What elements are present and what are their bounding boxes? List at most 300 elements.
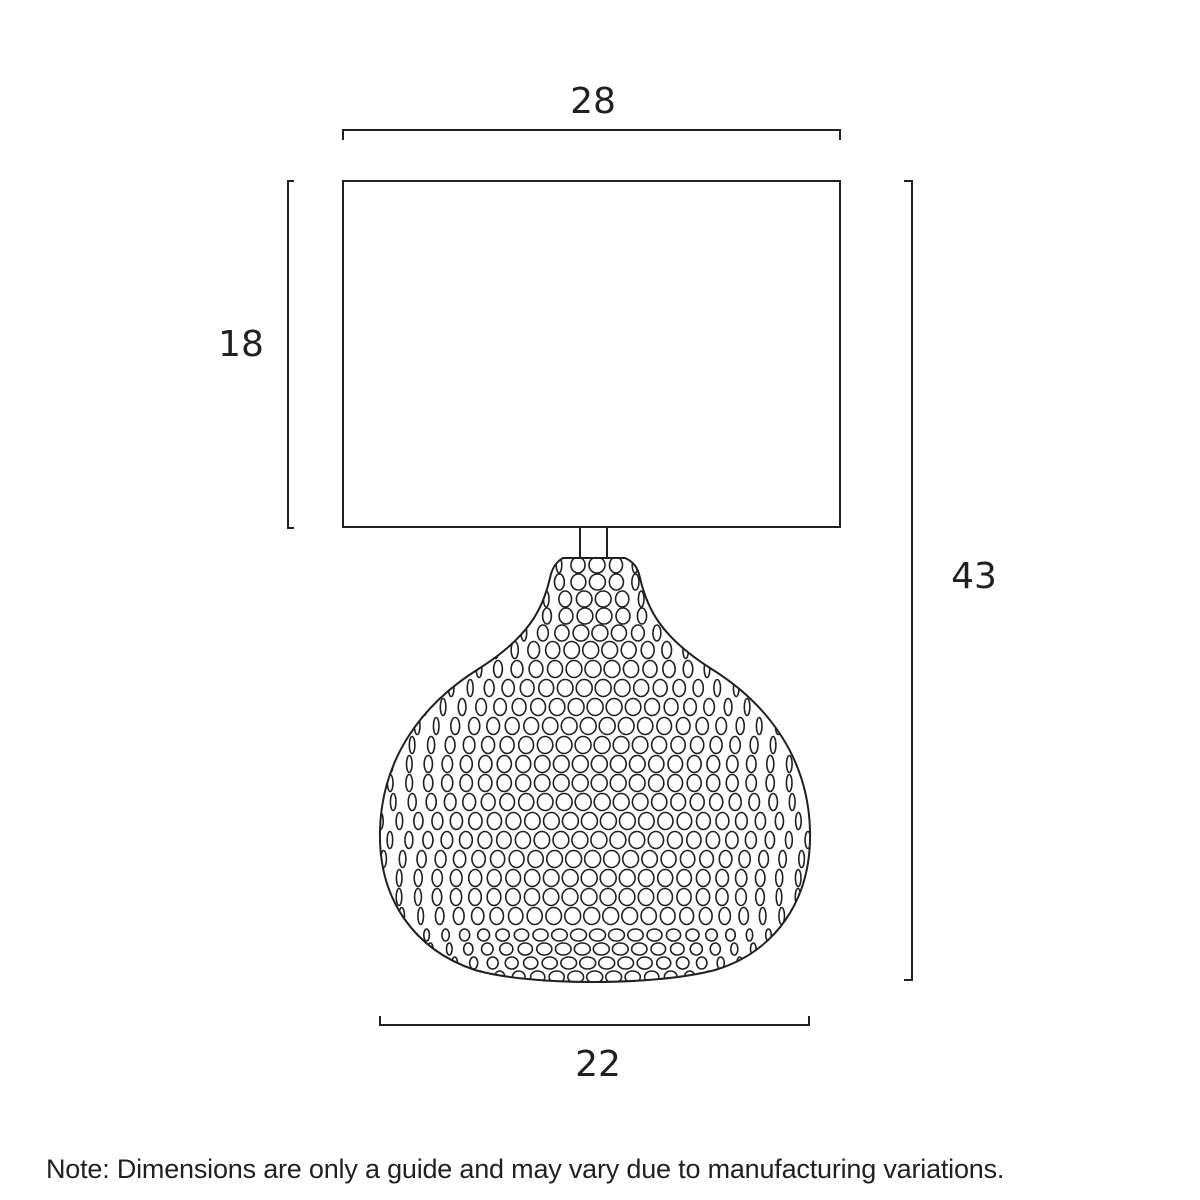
base-dot bbox=[676, 957, 689, 969]
base-dot bbox=[424, 756, 432, 773]
base-dot bbox=[506, 813, 521, 830]
base-dot bbox=[779, 908, 785, 925]
base-dot bbox=[775, 813, 783, 830]
base-dot bbox=[534, 832, 550, 849]
base-dot bbox=[453, 851, 465, 868]
base-dot bbox=[716, 813, 729, 830]
base-dot bbox=[537, 625, 548, 641]
base-dot bbox=[479, 756, 492, 773]
base-dot bbox=[599, 957, 615, 969]
base-dot bbox=[638, 870, 654, 887]
base-dot bbox=[671, 794, 686, 811]
base-dot bbox=[668, 775, 683, 792]
base-dot bbox=[725, 971, 731, 983]
base-dot bbox=[663, 661, 675, 678]
base-dot bbox=[390, 794, 396, 811]
base-dot bbox=[776, 889, 782, 906]
base-dot bbox=[710, 943, 720, 955]
base-dot bbox=[418, 908, 424, 925]
base-dot bbox=[824, 832, 830, 849]
base-dot bbox=[435, 851, 446, 868]
base-dot bbox=[696, 813, 710, 830]
base-width-bracket bbox=[380, 1016, 809, 1025]
base-dot bbox=[511, 642, 518, 659]
base-dot bbox=[500, 943, 513, 955]
base-dot bbox=[583, 642, 599, 659]
base-dot bbox=[472, 851, 485, 868]
base-dot bbox=[805, 775, 811, 792]
base-dot bbox=[535, 756, 550, 773]
base-dot bbox=[359, 813, 365, 830]
base-dot bbox=[377, 889, 383, 906]
base-dot bbox=[585, 661, 601, 678]
base-dot bbox=[435, 908, 444, 925]
base-dot bbox=[525, 870, 540, 887]
base-dot bbox=[604, 661, 620, 678]
base-dot bbox=[556, 737, 572, 754]
base-dot bbox=[612, 943, 628, 955]
base-dot bbox=[755, 870, 765, 887]
base-dot bbox=[484, 680, 494, 697]
base-dot bbox=[653, 680, 667, 697]
base-dot bbox=[716, 870, 729, 887]
base-dot bbox=[575, 794, 591, 811]
base-dot bbox=[559, 608, 573, 624]
base-dot bbox=[643, 661, 657, 678]
base-dot bbox=[511, 661, 523, 678]
base-dot bbox=[639, 813, 655, 830]
base-dot bbox=[505, 718, 519, 735]
base-dot bbox=[587, 699, 603, 716]
lamp-stem bbox=[580, 527, 607, 558]
base-dot bbox=[747, 756, 757, 773]
base-dot bbox=[704, 699, 715, 716]
base-dot bbox=[557, 680, 573, 697]
base-dot bbox=[657, 718, 672, 735]
base-dot bbox=[676, 718, 690, 735]
base-dot bbox=[506, 889, 521, 906]
base-dot bbox=[687, 756, 701, 773]
base-dot bbox=[632, 574, 639, 590]
base-dot bbox=[585, 851, 601, 868]
base-dot bbox=[602, 642, 618, 659]
base-dot bbox=[680, 908, 694, 925]
base-dot bbox=[368, 775, 374, 792]
base-dot bbox=[524, 591, 530, 607]
base-dot bbox=[697, 957, 707, 969]
base-dot bbox=[700, 851, 714, 868]
base-dot bbox=[594, 794, 610, 811]
base-dot bbox=[714, 680, 721, 697]
base-dot bbox=[696, 718, 708, 735]
base-dot bbox=[652, 794, 667, 811]
base-dot bbox=[470, 957, 478, 969]
base-dot bbox=[667, 832, 682, 849]
base-dot bbox=[651, 943, 666, 955]
base-dot bbox=[611, 625, 626, 641]
base-dot bbox=[707, 775, 720, 792]
base-dot bbox=[525, 813, 540, 830]
base-dot bbox=[719, 908, 730, 925]
base-dot bbox=[469, 889, 482, 906]
base-dot bbox=[463, 794, 476, 811]
base-dot bbox=[613, 794, 629, 811]
base-dot bbox=[648, 832, 663, 849]
base-dot bbox=[649, 775, 664, 792]
base-dot bbox=[464, 943, 473, 955]
base-dot bbox=[687, 775, 701, 792]
base-dot bbox=[610, 756, 626, 773]
base-dot bbox=[693, 680, 703, 697]
base-dot bbox=[432, 870, 442, 887]
base-dot bbox=[600, 870, 616, 887]
base-dot bbox=[766, 775, 774, 792]
base-dot bbox=[613, 737, 629, 754]
base-dot bbox=[518, 943, 532, 955]
base-dot bbox=[487, 813, 501, 830]
base-dot bbox=[524, 718, 539, 735]
base-dot bbox=[737, 957, 743, 969]
base-dot bbox=[619, 813, 635, 830]
base-dot bbox=[616, 608, 630, 624]
base-dot bbox=[652, 737, 667, 754]
base-dot bbox=[442, 756, 452, 773]
base-dot bbox=[497, 832, 511, 849]
base-dot bbox=[469, 813, 482, 830]
base-dot bbox=[623, 661, 638, 678]
base-dot bbox=[707, 756, 720, 773]
shade-width-bracket bbox=[343, 130, 840, 140]
base-dot bbox=[476, 699, 487, 716]
base-dot bbox=[487, 718, 500, 735]
base-dot bbox=[534, 775, 549, 792]
base-dot bbox=[787, 756, 793, 773]
total-height-bracket bbox=[904, 181, 912, 980]
base-dot bbox=[657, 957, 671, 969]
base-dot bbox=[450, 889, 461, 906]
base-dot bbox=[547, 661, 562, 678]
base-dot bbox=[591, 775, 607, 792]
base-dot bbox=[552, 929, 568, 941]
base-dot bbox=[629, 775, 645, 792]
base-dot bbox=[666, 929, 680, 941]
base-dot bbox=[529, 661, 543, 678]
base-dot bbox=[680, 851, 694, 868]
base-dot bbox=[487, 870, 501, 887]
base-dot bbox=[716, 889, 728, 906]
base-dot bbox=[514, 929, 528, 941]
base-dot bbox=[572, 775, 588, 792]
base-dot bbox=[572, 832, 588, 849]
base-dot bbox=[592, 625, 608, 641]
base-dot bbox=[362, 851, 368, 868]
base-dot bbox=[424, 929, 430, 941]
base-dot bbox=[645, 699, 660, 716]
base-dot bbox=[593, 943, 609, 955]
base-dot bbox=[610, 557, 623, 573]
base-dot bbox=[683, 661, 693, 678]
base-dot bbox=[808, 794, 814, 811]
base-dot bbox=[664, 699, 678, 716]
base-dot bbox=[632, 794, 648, 811]
base-dot bbox=[795, 870, 801, 887]
base-dot bbox=[460, 832, 473, 849]
base-dot bbox=[730, 737, 740, 754]
base-dot bbox=[424, 775, 433, 792]
base-dot bbox=[408, 794, 416, 811]
base-dot bbox=[460, 775, 472, 792]
base-dot bbox=[746, 929, 752, 941]
base-dot bbox=[729, 794, 741, 811]
base-dot bbox=[755, 813, 765, 830]
base-dot bbox=[414, 813, 423, 830]
base-dot bbox=[581, 889, 597, 906]
base-dot bbox=[749, 794, 760, 811]
base-dot bbox=[629, 756, 645, 773]
base-dot bbox=[406, 775, 413, 792]
base-dot bbox=[482, 737, 495, 754]
base-dot bbox=[539, 680, 554, 697]
base-dot bbox=[554, 574, 564, 590]
base-dot bbox=[767, 756, 774, 773]
base-dot bbox=[726, 832, 738, 849]
base-dot bbox=[433, 718, 439, 735]
base-dot bbox=[553, 832, 569, 849]
base-dot bbox=[463, 737, 475, 754]
base-dot bbox=[487, 957, 498, 969]
base-dot bbox=[377, 870, 383, 887]
base-dot bbox=[658, 813, 673, 830]
base-dot bbox=[623, 851, 639, 868]
base-width-label: 22 bbox=[575, 1044, 621, 1085]
base-dot bbox=[538, 574, 544, 590]
total-height-label: 43 bbox=[951, 556, 997, 597]
base-dot bbox=[658, 870, 673, 887]
base-dot bbox=[609, 574, 623, 590]
base-dot bbox=[442, 929, 449, 941]
base-dot bbox=[573, 625, 589, 641]
base-dot bbox=[564, 642, 579, 659]
base-dot bbox=[555, 625, 569, 641]
base-dot bbox=[442, 775, 453, 792]
base-dot bbox=[555, 943, 571, 955]
base-dot bbox=[619, 870, 635, 887]
base-dot bbox=[600, 889, 616, 906]
base-dot bbox=[710, 794, 723, 811]
base-dot bbox=[653, 625, 661, 641]
base-dot bbox=[537, 943, 552, 955]
base-dot bbox=[459, 971, 465, 983]
base-dot bbox=[706, 832, 719, 849]
base-dot bbox=[399, 851, 406, 868]
base-dot bbox=[571, 574, 586, 590]
base-dot bbox=[450, 813, 462, 830]
base-dot bbox=[677, 870, 691, 887]
base-dot bbox=[673, 680, 685, 697]
base-dot bbox=[520, 680, 534, 697]
base-dot bbox=[657, 591, 663, 607]
base-dot bbox=[677, 813, 692, 830]
base-dot bbox=[696, 889, 709, 906]
base-dot bbox=[580, 718, 596, 735]
base-dot bbox=[687, 832, 701, 849]
base-dot bbox=[409, 737, 415, 754]
base-dot bbox=[776, 870, 783, 887]
base-dot bbox=[818, 851, 824, 868]
base-dot bbox=[368, 832, 374, 849]
base-dot bbox=[396, 870, 402, 887]
base-dot bbox=[527, 908, 542, 925]
base-dot bbox=[736, 718, 744, 735]
base-dot bbox=[481, 794, 495, 811]
base-dot bbox=[652, 574, 658, 590]
base-dot bbox=[565, 908, 581, 925]
base-dot bbox=[423, 832, 433, 849]
base-dot bbox=[524, 889, 539, 906]
base-dot bbox=[595, 680, 611, 697]
base-dot bbox=[497, 756, 511, 773]
base-dot bbox=[506, 870, 521, 887]
base-dot bbox=[662, 642, 672, 659]
base-dot bbox=[616, 591, 629, 607]
base-dot bbox=[668, 756, 683, 773]
base-dot bbox=[603, 908, 619, 925]
base-dot bbox=[525, 608, 531, 624]
base-dot bbox=[604, 851, 620, 868]
base-dot bbox=[628, 929, 644, 941]
base-dot bbox=[699, 908, 712, 925]
base-dot bbox=[642, 851, 657, 868]
base-dot bbox=[497, 775, 511, 792]
base-dot bbox=[796, 813, 802, 830]
base-dot bbox=[814, 870, 820, 887]
base-dot bbox=[671, 737, 685, 754]
base-dot bbox=[496, 929, 509, 941]
dimensions-note: Note: Dimensions are only a guide and may vary due to manufacturing variations. bbox=[46, 1154, 1005, 1184]
base-dot bbox=[528, 642, 540, 659]
base-dot bbox=[584, 908, 600, 925]
base-dot bbox=[445, 737, 455, 754]
base-dot bbox=[706, 929, 718, 941]
base-dot bbox=[547, 851, 563, 868]
base-dot bbox=[537, 794, 553, 811]
base-dot bbox=[649, 756, 664, 773]
base-dot bbox=[647, 929, 662, 941]
base-dot bbox=[537, 557, 543, 573]
base-dot bbox=[494, 699, 507, 716]
base-dot bbox=[531, 699, 546, 716]
base-dot bbox=[726, 929, 736, 941]
base-dot bbox=[405, 929, 411, 941]
base-dot bbox=[396, 889, 402, 906]
base-dot bbox=[686, 929, 699, 941]
base-dot bbox=[428, 737, 435, 754]
base-dot bbox=[553, 775, 569, 792]
base-dot bbox=[396, 813, 403, 830]
base-dot bbox=[677, 889, 691, 906]
base-dot bbox=[414, 870, 422, 887]
base-dot bbox=[596, 608, 612, 624]
base-dot bbox=[546, 908, 562, 925]
base-dot bbox=[542, 718, 557, 735]
base-dot bbox=[562, 870, 578, 887]
base-dot bbox=[571, 557, 585, 573]
base-dot bbox=[581, 870, 597, 887]
base-dot bbox=[415, 889, 422, 906]
base-dot bbox=[634, 680, 649, 697]
base-dot bbox=[756, 889, 765, 906]
base-dot bbox=[589, 574, 605, 590]
base-dot bbox=[581, 813, 597, 830]
base-dot-texture bbox=[359, 557, 830, 983]
base-dot bbox=[625, 699, 640, 716]
base-dot bbox=[719, 851, 732, 868]
base-dot bbox=[736, 870, 747, 887]
base-dot bbox=[622, 908, 638, 925]
base-dot bbox=[591, 832, 607, 849]
base-dot bbox=[610, 832, 626, 849]
base-dot bbox=[371, 794, 377, 811]
base-dot bbox=[515, 832, 530, 849]
base-dot bbox=[508, 908, 522, 925]
base-dot bbox=[500, 794, 515, 811]
base-dot bbox=[543, 870, 559, 887]
base-dot bbox=[745, 832, 756, 849]
base-dot bbox=[491, 851, 505, 868]
base-dot bbox=[487, 889, 501, 906]
base-dot bbox=[609, 929, 625, 941]
base-dot bbox=[589, 557, 605, 573]
base-dot bbox=[450, 870, 462, 887]
shade-height-label: 18 bbox=[218, 324, 264, 365]
base-dot bbox=[421, 699, 427, 716]
base-dot bbox=[806, 756, 812, 773]
shade-width-label: 28 bbox=[570, 81, 616, 122]
base-dot bbox=[533, 929, 548, 941]
base-dot bbox=[739, 851, 750, 868]
base-dot bbox=[685, 971, 695, 983]
base-dot bbox=[512, 699, 526, 716]
base-dot bbox=[441, 832, 453, 849]
base-dot bbox=[490, 908, 504, 925]
base-dot bbox=[559, 591, 572, 607]
base-dot bbox=[519, 794, 534, 811]
shade-height-bracket bbox=[288, 181, 294, 528]
base-dot bbox=[576, 591, 592, 607]
base-dot bbox=[451, 718, 460, 735]
base-dot bbox=[453, 908, 464, 925]
base-dot bbox=[690, 794, 704, 811]
base-dot bbox=[770, 737, 776, 754]
base-dot bbox=[600, 813, 616, 830]
base-dot bbox=[460, 756, 472, 773]
base-dot bbox=[726, 775, 738, 792]
base-dot bbox=[432, 889, 441, 906]
base-dot bbox=[568, 699, 584, 716]
base-dot bbox=[799, 851, 805, 868]
base-dot bbox=[561, 957, 577, 969]
base-dot bbox=[457, 661, 463, 678]
base-dot bbox=[543, 889, 559, 906]
base-dot bbox=[458, 699, 466, 716]
base-dot bbox=[478, 775, 492, 792]
base-dot bbox=[629, 832, 645, 849]
base-dot bbox=[566, 851, 582, 868]
base-dot bbox=[546, 642, 560, 659]
base-dot bbox=[549, 699, 565, 716]
base-dot bbox=[736, 813, 748, 830]
base-dot bbox=[543, 608, 552, 624]
